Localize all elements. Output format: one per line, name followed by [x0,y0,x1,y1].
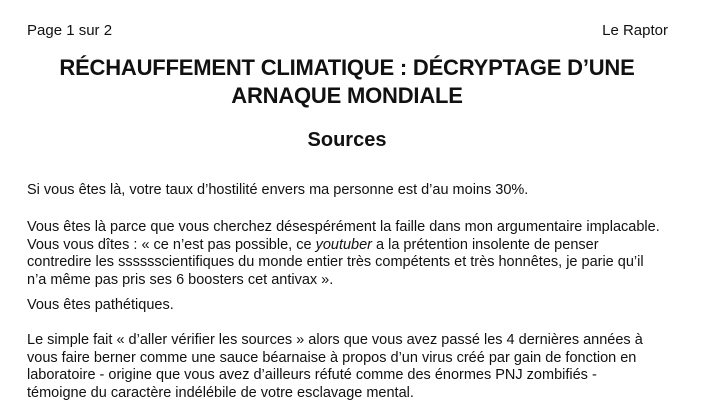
paragraph-line: n’a même pas pris ses 6 boosters cet antivax ». [27,271,334,288]
paragraph-line [27,237,687,255]
quote-continue-text: a la prétention insolente de penser [372,236,599,253]
italic-word: youtuber [315,236,372,253]
paragraph-hostility [27,182,687,200]
section-heading: Sources [307,129,387,151]
title-line-1: RÉCHAUFFEMENT CLIMATIQUE : DÉCRYPTAGE D’UNE [59,55,635,80]
paragraph-line: Si vous êtes là, votre taux d’hostilité envers ma personne est d’au moins 30%. [27,182,529,198]
paragraph-argument [27,219,687,289]
publisher-name: Le Raptor [602,22,668,39]
quote-start-text: Vous vous dîtes : « ce n’est pas possible, ce [27,236,316,253]
paragraph-line: vous faire berner comme une sauce béarnaise à propos d’un virus créé par gain de fonction en [27,349,637,366]
paragraph-sources [27,332,687,402]
page-number: Page 1 sur 2 [27,22,113,39]
paragraph-line: Vous êtes pathétiques. [27,297,174,313]
paragraph-pathetic [27,297,687,315]
paragraph-line: Vous êtes là parce que vous cherchez désespérément la faille dans mon argumentaire implacable. [27,219,660,235]
paragraph-line: contredire les sssssscientifiques du monde entier très compétents et très honnêtes, je parie qu’il [27,254,644,270]
title-line-2: ARNAQUE MONDIALE [231,83,463,108]
document-title [0,54,694,110]
paragraph-line: Le simple fait « d’aller vérifier les sources » alors que vous avez passé les 4 dernières années à [27,332,643,348]
paragraph-line: témoigne du caractère indélébile de votre esclavage mental. [27,384,414,401]
paragraph-line: laboratoire - origine que vous avez d’ailleurs réfuté comme des énormes PNJ zombifiés - [27,367,597,383]
